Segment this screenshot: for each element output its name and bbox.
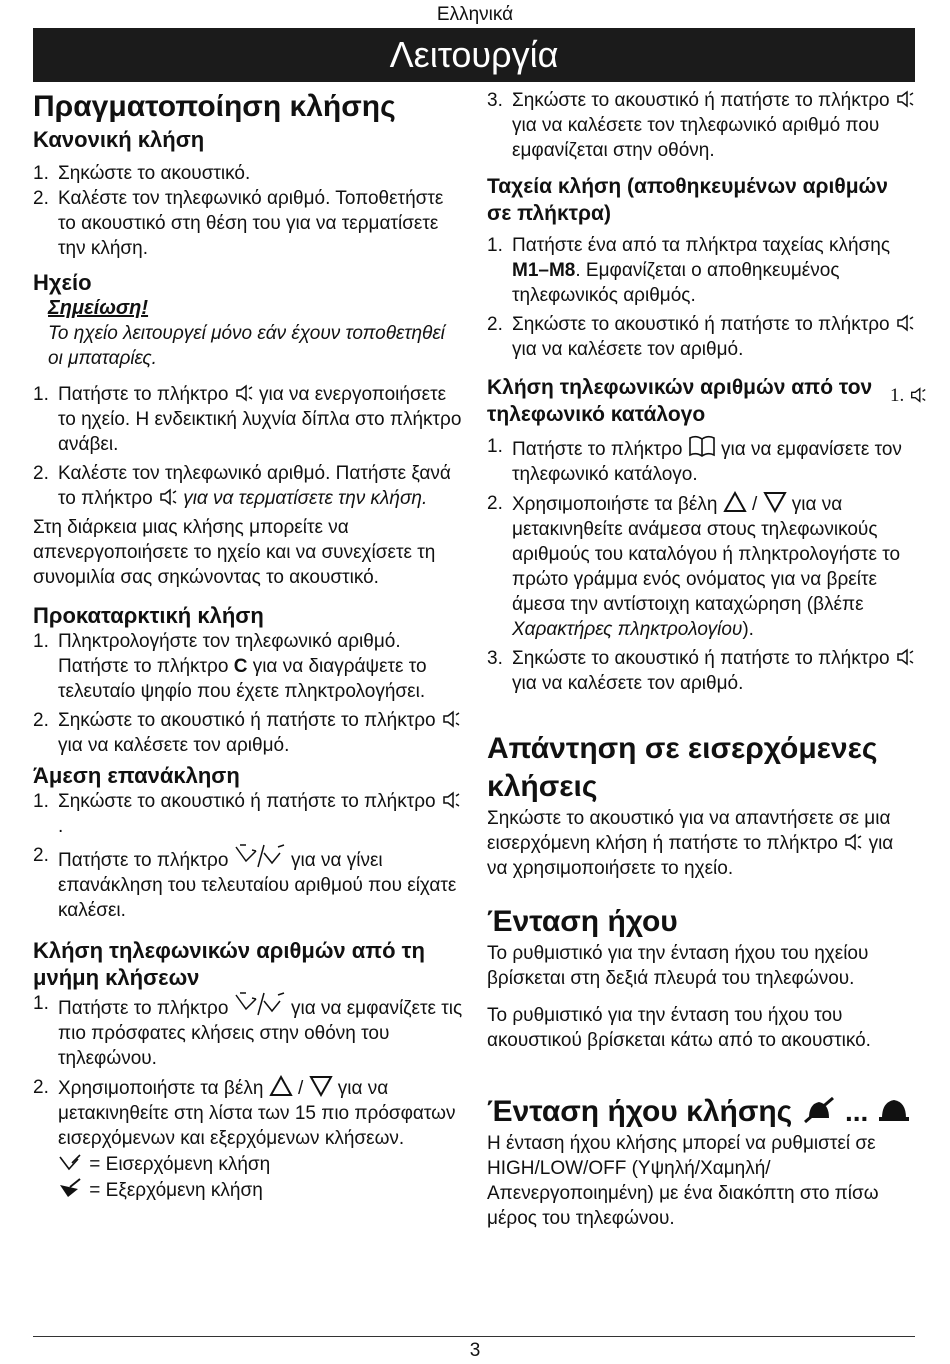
list-item: 2. Χρησιμοποιήστε τα βέλη / για να μετακινηθείτε στη λίστα των 15 πιο πρόσφατων εισερχόμενων και εξερχόμενων κλήσεων. <box>33 1077 456 1149</box>
list-item: 1. Πληκτρολογήστε τον τηλεφωνικό αριθμό. Πατήστε το πλήκτρο C για να διαγράψετε το τελευταίο ψηφίο που έχετε πληκτρολογήσει. <box>33 631 427 702</box>
page-number: 3 <box>469 1340 481 1361</box>
list-item: 2. Χρησιμοποιήστε τα βέλη / για να μετακινηθείτε ανάμεσα στους τηλεφωνικούς αριθμούς του καταλόγου ή πληκτρολογήστε το πρώτο γράμμα ενός ονόματος για να βρείτε άμεσα την αντίστοιχη καταχώρηση (βλέπε Χαρακτήρες πληκτρολογίου). <box>487 493 901 640</box>
list-item: 2. Καλέστε τον τηλεφωνικό αριθμό. Πατήστε ξανά το πλήκτρο για να τερματίσετε την κλήση. <box>33 463 451 509</box>
note-box <box>33 296 463 371</box>
list-item: 1. Πατήστε το πλήκτρο για να εμφανίσετε τον τηλεφωνικό κατάλογο. <box>487 436 902 485</box>
normal-call-heading: Κανονική κλήση <box>33 127 205 152</box>
note-text: Το ηχείο λειτουργεί μόνο εάν έχουν τοποθετηθεί οι μπαταρίες. <box>48 323 445 369</box>
ring-volume-paragraph: Η ένταση ήχου κλήσης μπορεί να ρυθμιστεί σε HIGH/LOW/OFF (Υψηλή/Χαμηλή/ Απενεργοποιημένη) με ένα διακόπτη στο πίσω μέρος του τηλεφώνου. <box>487 1133 879 1229</box>
speaker-key-icon <box>895 647 915 667</box>
arrow-down-icon <box>763 491 787 513</box>
ringer-off-icon <box>801 1094 837 1124</box>
speaker-key-icon <box>895 313 915 333</box>
volume-paragraph-2: Το ρυθμιστικό για την ένταση του ήχου του ακουστικού βρίσκεται κάτω από το ακουστικό. <box>487 1005 871 1051</box>
left-column <box>33 88 463 1203</box>
right-column <box>487 88 917 1231</box>
call-memory-heading: Κλήση τηλεφωνικών αριθμών από τη μνήμη κλήσεων <box>33 938 425 990</box>
language-label: Ελληνικά <box>436 4 514 25</box>
arrow-up-icon <box>723 491 747 513</box>
phonebook-icon <box>688 434 716 458</box>
list-item: 1. Πατήστε το πλήκτρο για να ενεργοποιήσετε το ηχείο. Η ενδεικτική λυχνία δίπλα στο πλήκτρο ανάβει. <box>33 384 462 455</box>
ringer-on-icon <box>877 1094 911 1124</box>
list-item: 2. Πατήστε το πλήκτρο για να γίνει επανάκληση του τελευταίου αριθμού που είχατε καλέσει. <box>33 845 457 921</box>
making-calls-title: Πραγματοποίηση κλήσης <box>33 90 396 123</box>
list-item: 3. Σηκώστε το ακουστικό ή πατήστε το πλήκτρο για να καλέσετε τον αριθμό. <box>487 646 917 696</box>
speaker-key-icon <box>843 832 863 852</box>
phonebook-heading: Κλήση τηλεφωνικών αριθμών από τον τηλεφωνικό κατάλογο <box>487 376 873 426</box>
list-item: 1. Σηκώστε το ακουστικό ή πατήστε το πλήκτρο . <box>33 789 463 839</box>
arrow-up-icon <box>269 1075 293 1097</box>
list-item: 3. Σηκώστε το ακουστικό ή πατήστε το πλήκτρο για να καλέσετε τον τηλεφωνικό αριθμό που εμφανίζεται στην οθόνη. <box>487 88 917 163</box>
volume-title: Ένταση ήχου <box>487 905 678 938</box>
list-item: 1. Πατήστε ένα από τα πλήκτρα ταχείας κλήσης M1–M8. Εμφανίζεται ο αποθηκευμένος τηλεφωνικός αριθμός. <box>487 235 891 306</box>
speaker-key-icon <box>441 790 461 810</box>
speaker-key-icon <box>895 89 915 109</box>
list-item: 1. Σηκώστε το ακουστικό. <box>33 163 251 184</box>
speaker-key-icon <box>441 709 461 729</box>
redial-key-icon <box>234 991 286 1017</box>
legend-outgoing: = Εξερχόμενη κλήση <box>33 1177 463 1203</box>
answer-calls-title: Απάντηση σε εισερχόμενες κλήσεις <box>487 732 878 803</box>
speaker-key-icon <box>234 383 254 403</box>
speaker-heading: Ηχείο <box>33 270 92 295</box>
section-banner: Λειτουργία <box>33 28 915 82</box>
arrow-down-icon <box>309 1075 333 1097</box>
speaker-paragraph: Στη διάρκεια μιας κλήσης μπορείτε να απενεργοποιήσετε το ηχείο και να συνεχίσετε τη συνομιλία σας σηκώνοντας το ακουστικό. <box>33 517 436 588</box>
speaker-key-icon <box>909 386 927 404</box>
side-margin-mark: 1. <box>890 385 927 407</box>
list-item: 2. Σηκώστε το ακουστικό ή πατήστε το πλήκτρο για να καλέσετε τον αριθμό. <box>487 312 917 362</box>
incoming-call-icon <box>58 1151 84 1173</box>
list-item: 1. Πατήστε το πλήκτρο για να εμφανίζετε τις πιο πρόσφατες κλήσεις στην οθόνη του τηλεφώνου. <box>33 993 463 1069</box>
answer-paragraph: Σηκώστε το ακουστικό για να απαντήσετε σε μια εισερχόμενη κλήση ή πατήστε το πλήκτρο για να χρησιμοποιήσετε το ηχείο. <box>487 808 894 879</box>
volume-paragraph-1: Το ρυθμιστικό για την ένταση ήχου του ηχείου βρίσκεται στη δεξιά πλευρά του τηλεφώνου. <box>487 943 869 989</box>
list-item: 2. Καλέστε τον τηλεφωνικό αριθμό. Τοποθετήστε το ακουστικό στη θέση του για να τερματίσετε την κλήση. <box>33 188 444 259</box>
legend-incoming: = Εισερχόμενη κλήση <box>33 1151 463 1177</box>
footer-divider <box>33 1336 915 1337</box>
outgoing-call-icon <box>58 1177 84 1199</box>
note-title: Σημείωση! <box>48 297 149 319</box>
list-item: 2. Σηκώστε το ακουστικό ή πατήστε το πλήκτρο για να καλέσετε τον αριθμό. <box>33 708 463 758</box>
predial-heading: Προκαταρκτική κλήση <box>33 603 264 628</box>
redial-key-icon <box>234 843 286 869</box>
speed-dial-heading: Ταχεία κλήση (αποθηκευμένων αριθμών σε πλήκτρα) <box>487 175 888 225</box>
ring-volume-title: Ένταση ήχου κλήσης ... <box>487 1093 917 1131</box>
speaker-key-icon <box>158 487 178 507</box>
redial-heading: Άμεση επανάκληση <box>33 763 240 788</box>
